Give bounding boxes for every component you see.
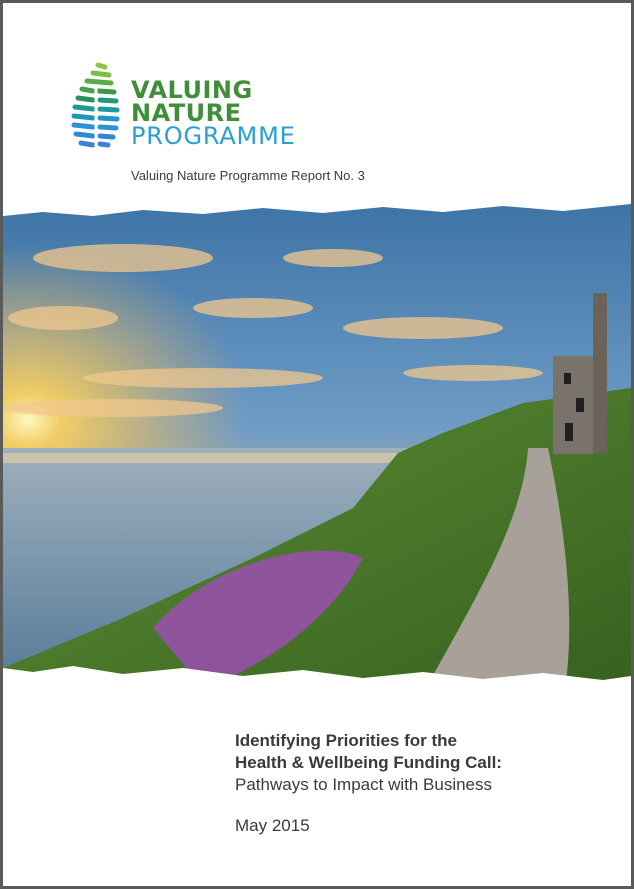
- title-line-1: Identifying Priorities for the: [235, 731, 457, 750]
- wordmark-line-valuing: VALUING: [131, 76, 253, 104]
- subtitle: Pathways to Impact with Business: [235, 775, 493, 794]
- programme-wordmark: [131, 76, 296, 150]
- report-title: [235, 730, 615, 836]
- leaf-logo-icon: [65, 55, 125, 155]
- wordmark-line-nature: NATURE: [131, 99, 242, 127]
- report-number: Valuing Nature Programme Report No. 3: [131, 168, 365, 183]
- wordmark-line-programme: PROGRAMME: [131, 122, 296, 150]
- publication-date: May 2015: [235, 816, 310, 835]
- cover-photo: [3, 198, 631, 703]
- title-line-2: Health & Wellbeing Funding Call:: [235, 753, 502, 772]
